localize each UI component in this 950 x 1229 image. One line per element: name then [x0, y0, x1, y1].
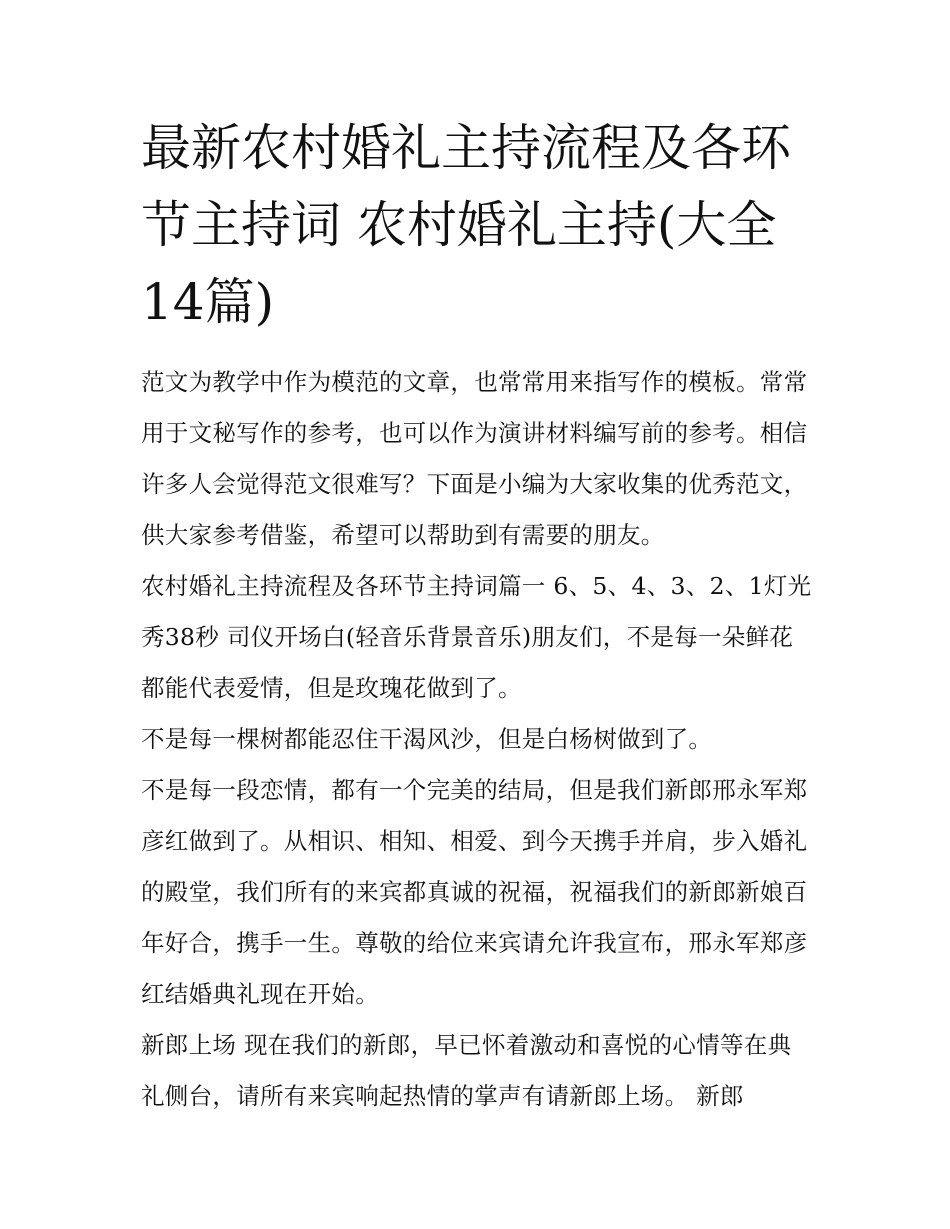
document-page [141, 110, 813, 1122]
paragraph-poplar: 不是每一棵树都能忍住干渴风沙，但是白杨树做到了。 [141, 725, 713, 753]
document-body [141, 357, 813, 1122]
paragraph-ceremony-start: 不是每一段恋情，都有一个完美的结局，但是我们新郎邢永军郑彦红做到了。从相识、相知、相爱、到今天携手并肩，步入婚礼的殿堂，我们所有的来宾都真诚的祝福，祝福我们的新郎新娘百年好合，携手一生。尊敬的给位来宾请允许我宣布，邢永军郑彦红结婚典礼现在开始。 [141, 776, 808, 1008]
paragraph-intro: 范文为教学中作为模范的文章，也常常用来指写作的模板。常常用于文秘写作的参考，也可以作为演讲材料编写前的参考。相信许多人会觉得范文很难写？下面是小编为大家收集的优秀范文，供大家参考借鉴，希望可以帮助到有需要的朋友。 [141, 368, 808, 549]
paragraph-groom-entrance: 新郎上场 现在我们的新郎，早已怀着激动和喜悦的心情等在典礼侧台，请所有来宾响起热情的掌声有请新郎上场。 新郎 [141, 1031, 792, 1110]
document-title: 最新农村婚礼主持流程及各环节主持词 农村婚礼主持(大全14篇) [141, 119, 791, 331]
paragraph-opening: 农村婚礼主持流程及各环节主持词篇一 6、5、4、3、2、1灯光秀38秒 司仪开场白(轻音乐背景音乐)朋友们，不是每一朵鲜花都能代表爱情，但是玫瑰花做到了。 [141, 572, 812, 702]
